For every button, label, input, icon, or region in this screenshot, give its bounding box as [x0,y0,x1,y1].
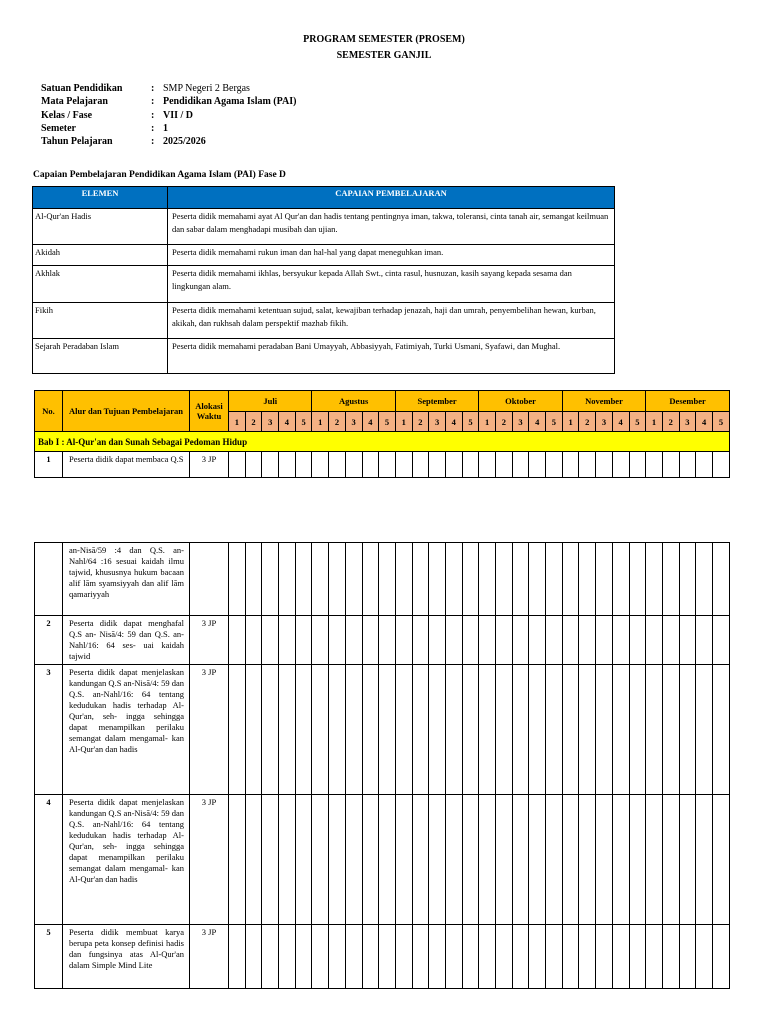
week-cell [529,452,546,478]
row-alur: an-Nisā/59 :4 dan Q.S. an-Nahl/64 :16 sesuai kaidah ilmu tajwid, khususnya hukum bacaan alif lām syamsiyyah dan alif lām qamariyyah [63,543,190,616]
row-alur: Peserta didik dapat menghafal Q.S an- Nisā/4: 59 dan Q.S. an-Nahl/16: 64 ses- uai kaidah tajwid [63,616,190,665]
week-number: 4 [445,412,462,432]
week-cell [479,925,496,989]
week-cell [629,452,646,478]
week-cell [279,665,296,795]
week-number: 3 [596,412,613,432]
week-cell [312,925,329,989]
identity-block [41,82,296,148]
month-header: Juli [229,391,312,412]
week-cell [696,543,713,616]
week-cell [612,543,629,616]
week-cell [512,616,529,665]
cp-capaian: Peserta didik memahami ayat Al Qur'an dan hadis tentang pentingnya iman, takwa, toleransi, cinta tanah air, semangat keilmuan dan sabar dalam menghadapi musibah dan ujian. [168,209,615,245]
week-cell [596,665,613,795]
week-cell [612,665,629,795]
week-cell [412,925,429,989]
week-cell [679,543,696,616]
week-cell [445,665,462,795]
week-cell [312,665,329,795]
week-cell [295,665,312,795]
month-header-row [35,391,730,412]
month-header: Oktober [479,391,562,412]
week-cell [529,616,546,665]
row-number: 1 [35,452,63,478]
meta-colon: : [151,96,155,108]
month-header: November [562,391,645,412]
week-cell [579,925,596,989]
week-cell [696,452,713,478]
week-cell [445,543,462,616]
meta-row-kelas [41,109,296,122]
week-cell [512,543,529,616]
week-cell [496,616,513,665]
meta-colon: : [151,83,155,94]
week-number: 1 [312,412,329,432]
week-cell [579,452,596,478]
week-cell [412,616,429,665]
week-cell [479,543,496,616]
week-cell [429,543,446,616]
week-cell [579,665,596,795]
prosem-table-continued [34,542,730,989]
week-cell [712,795,729,925]
week-cell [496,452,513,478]
week-number: 1 [562,412,579,432]
week-number: 2 [496,412,513,432]
week-cell [229,452,246,478]
week-cell [562,543,579,616]
row-number [35,543,63,616]
row-alur: Peserta didik dapat menjelaskan kandungan Q.S an-Nisā/4: 59 dan Q.S. an-Nahl/16: 64 tentang kedudukan hadis terhadap Al-Qur'an, seh- ingga sehingga dapat menampilkan perilaku semangat dalam mengamal- kan Al-Qur'an dan hadis [63,665,190,795]
week-cell [345,925,362,989]
week-cell [662,452,679,478]
week-number: 3 [429,412,446,432]
week-cell [546,543,563,616]
meta-label: Satuan Pendidikan [41,83,123,94]
week-cell [662,616,679,665]
week-cell [379,665,396,795]
week-cell [646,616,663,665]
bab-row [35,432,730,452]
week-cell [262,543,279,616]
meta-colon: : [151,136,155,148]
row-alokasi: 3 JP [190,795,229,925]
week-cell [596,925,613,989]
week-cell [479,795,496,925]
week-number: 2 [412,412,429,432]
row-alokasi: 3 JP [190,665,229,795]
table-row [35,795,730,925]
week-cell [312,795,329,925]
week-cell [345,616,362,665]
week-cell [245,925,262,989]
week-cell [479,452,496,478]
week-cell [345,543,362,616]
meta-row-satuan [41,82,296,95]
week-number: 3 [512,412,529,432]
week-cell [379,795,396,925]
week-number: 3 [345,412,362,432]
row-alokasi [190,543,229,616]
week-cell [329,543,346,616]
week-number: 4 [362,412,379,432]
week-cell [345,665,362,795]
week-cell [479,665,496,795]
week-number: 4 [696,412,713,432]
table-row [35,616,730,665]
week-cell [562,616,579,665]
document-subtitle: SEMESTER GANJIL [336,50,432,61]
week-cell [612,925,629,989]
week-cell [345,795,362,925]
week-cell [412,795,429,925]
week-cell [479,616,496,665]
week-number: 5 [629,412,646,432]
week-cell [596,543,613,616]
week-cell [429,795,446,925]
week-cell [329,795,346,925]
meta-value: 2025/2026 [163,136,206,148]
table-row [35,925,730,989]
week-cell [412,665,429,795]
week-cell [379,452,396,478]
week-cell [579,616,596,665]
week-cell [546,925,563,989]
month-header: Desember [646,391,730,412]
week-number: 5 [462,412,479,432]
table-row [35,543,730,616]
week-cell [546,452,563,478]
week-cell [529,543,546,616]
week-cell [429,665,446,795]
week-cell [679,616,696,665]
cp-elemen: Akidah [33,245,168,266]
week-cell [262,795,279,925]
prosem-table [34,390,730,478]
week-cell [229,616,246,665]
header-no: No. [35,391,63,432]
month-header: Agustus [312,391,395,412]
week-cell [596,452,613,478]
week-number: 5 [712,412,729,432]
week-cell [229,543,246,616]
row-alur: Peserta didik membuat karya berupa peta konsep definisi hadis dan fungsinya atas Al-Qur'an dalam Simple Mind Lite [63,925,190,989]
week-cell [529,665,546,795]
week-cell [579,543,596,616]
cp-capaian: Peserta didik memahami rukun iman dan hal-hal yang dapat meneguhkan iman. [168,245,615,266]
week-cell [395,452,412,478]
meta-value: SMP Negeri 2 Bergas [163,83,250,94]
week-cell [395,925,412,989]
week-cell [646,543,663,616]
week-cell [295,795,312,925]
week-cell [412,543,429,616]
week-cell [496,665,513,795]
cp-header-elemen: ELEMEN [33,187,168,209]
week-number: 4 [279,412,296,432]
week-cell [429,925,446,989]
week-cell [362,795,379,925]
month-header: September [395,391,478,412]
week-cell [612,616,629,665]
week-cell [262,925,279,989]
week-cell [262,616,279,665]
row-alokasi: 3 JP [190,616,229,665]
week-number: 1 [646,412,663,432]
week-cell [546,795,563,925]
week-cell [229,665,246,795]
row-number: 4 [35,795,63,925]
cp-row [33,303,615,339]
week-cell [329,452,346,478]
week-cell [512,452,529,478]
week-cell [362,665,379,795]
week-cell [279,795,296,925]
week-cell [362,543,379,616]
week-cell [662,795,679,925]
week-number: 4 [612,412,629,432]
cp-elemen: Akhlak [33,266,168,303]
week-cell [245,616,262,665]
week-cell [362,925,379,989]
bab-title: Bab I : Al-Qur'an dan Sunah Sebagai Pedoman Hidup [35,432,730,452]
week-cell [279,616,296,665]
cp-row [33,245,615,266]
week-cell [679,452,696,478]
week-cell [312,616,329,665]
week-number: 2 [245,412,262,432]
week-cell [245,795,262,925]
week-cell [679,665,696,795]
week-cell [329,665,346,795]
week-cell [562,795,579,925]
week-cell [629,925,646,989]
week-cell [629,795,646,925]
week-cell [596,616,613,665]
week-cell [629,665,646,795]
week-cell [462,925,479,989]
row-number: 2 [35,616,63,665]
week-number: 5 [546,412,563,432]
week-cell [712,665,729,795]
week-cell [512,665,529,795]
week-cell [629,616,646,665]
meta-row-semester [41,122,296,135]
week-number: 5 [379,412,396,432]
week-number: 5 [295,412,312,432]
week-cell [245,452,262,478]
meta-row-tahun [41,135,296,148]
week-cell [462,452,479,478]
meta-label: Mata Pelajaran [41,96,108,108]
week-cell [312,543,329,616]
week-cell [646,665,663,795]
week-cell [496,543,513,616]
week-cell [646,795,663,925]
cp-row [33,209,615,245]
row-alur: Peserta didik dapat membaca Q.S [63,452,190,478]
week-cell [662,543,679,616]
meta-colon: : [151,122,155,134]
week-cell [329,616,346,665]
week-cell [245,665,262,795]
week-cell [646,452,663,478]
week-cell [445,616,462,665]
row-alur: Peserta didik dapat menjelaskan kandungan Q.S an-Nisā/4: 59 dan Q.S. an-Nahl/16: 64 tentang kedudukan hadis terhadap Al-Qur'an, seh- ingga sehingga dapat menampilkan perilaku semangat dalam mengamal- kan Al-Qur'an dan hadis [63,795,190,925]
week-cell [445,452,462,478]
week-cell [329,925,346,989]
week-cell [412,452,429,478]
week-cell [229,925,246,989]
meta-label: Semeter [41,122,76,134]
week-cell [512,925,529,989]
week-cell [445,795,462,925]
document-title: PROGRAM SEMESTER (PROSEM) [303,34,465,45]
week-cell [279,452,296,478]
table-row [35,452,730,478]
week-cell [429,452,446,478]
week-cell [395,795,412,925]
week-cell [262,452,279,478]
week-cell [262,665,279,795]
week-number: 2 [579,412,596,432]
cp-elemen: Sejarah Peradaban Islam [33,339,168,374]
week-cell [462,795,479,925]
row-number: 5 [35,925,63,989]
week-cell [562,925,579,989]
cp-capaian: Peserta didik memahami ikhlas, bersyukur kepada Allah Swt., cinta rasul, husnuzan, kasih sayang kepada sesama dan lingkungan alam. [168,266,615,303]
table-row [35,665,730,795]
week-number: 3 [679,412,696,432]
cp-table [32,186,615,374]
week-cell [696,795,713,925]
meta-label: Kelas / Fase [41,109,93,121]
week-cell [395,616,412,665]
meta-colon: : [151,109,155,121]
week-cell [295,543,312,616]
week-cell [496,795,513,925]
week-cell [362,452,379,478]
week-number: 4 [529,412,546,432]
cp-row [33,266,615,303]
week-cell [295,925,312,989]
week-number: 3 [262,412,279,432]
week-cell [496,925,513,989]
week-cell [462,616,479,665]
week-cell [445,925,462,989]
week-cell [529,795,546,925]
week-cell [279,543,296,616]
week-cell [379,925,396,989]
header-alokasi: Alokasi Waktu [190,391,229,432]
week-cell [512,795,529,925]
cp-header-row [33,187,615,209]
week-number: 2 [662,412,679,432]
week-cell [612,795,629,925]
week-cell [295,616,312,665]
cp-heading: Capaian Pembelajaran Pendidikan Agama Islam (PAI) Fase D [33,170,286,180]
week-cell [712,616,729,665]
week-cell [395,543,412,616]
week-cell [529,925,546,989]
week-cell [712,543,729,616]
week-cell [245,543,262,616]
meta-value: VII / D [163,109,194,121]
week-cell [379,616,396,665]
week-cell [462,543,479,616]
row-alokasi: 3 JP [190,925,229,989]
week-number: 1 [395,412,412,432]
week-cell [345,452,362,478]
week-cell [312,452,329,478]
meta-row-mapel [41,95,296,108]
week-cell [596,795,613,925]
meta-label: Tahun Pelajaran [41,136,113,148]
week-cell [562,452,579,478]
week-cell [362,616,379,665]
row-alokasi: 3 JP [190,452,229,478]
week-cell [712,925,729,989]
cp-elemen: Al-Qur'an Hadis [33,209,168,245]
week-cell [579,795,596,925]
cp-header-capaian: CAPAIAN PEMBELAJARAN [168,187,615,209]
week-cell [662,665,679,795]
week-cell [279,925,296,989]
cp-elemen: Fikih [33,303,168,339]
week-cell [462,665,479,795]
week-cell [546,616,563,665]
week-number: 1 [229,412,246,432]
week-cell [712,452,729,478]
week-cell [646,925,663,989]
week-number: 2 [329,412,346,432]
week-cell [612,452,629,478]
week-cell [546,665,563,795]
week-cell [696,665,713,795]
week-number: 1 [479,412,496,432]
week-cell [629,543,646,616]
week-cell [679,925,696,989]
cp-capaian: Peserta didik memahami peradaban Bani Umayyah, Abbasiyyah, Fatimiyah, Turki Usmani, Syafawi, dan Mughal. [168,339,615,374]
cp-row [33,339,615,374]
week-cell [562,665,579,795]
week-cell [679,795,696,925]
week-cell [696,925,713,989]
meta-value: 1 [163,122,168,134]
header-alur: Alur dan Tujuan Pembelajaran [63,391,190,432]
week-cell [379,543,396,616]
week-cell [395,665,412,795]
cp-capaian: Peserta didik memahami ketentuan sujud, salat, kewajiban terhadap jenazah, haji dan umrah, penyembelihan hewan, kurban, akikah, dan rukhsah dalam perspektif mazhab fikih. [168,303,615,339]
week-cell [229,795,246,925]
row-number: 3 [35,665,63,795]
week-cell [429,616,446,665]
meta-value: Pendidikan Agama Islam (PAI) [163,96,297,108]
week-cell [295,452,312,478]
week-cell [696,616,713,665]
week-cell [662,925,679,989]
